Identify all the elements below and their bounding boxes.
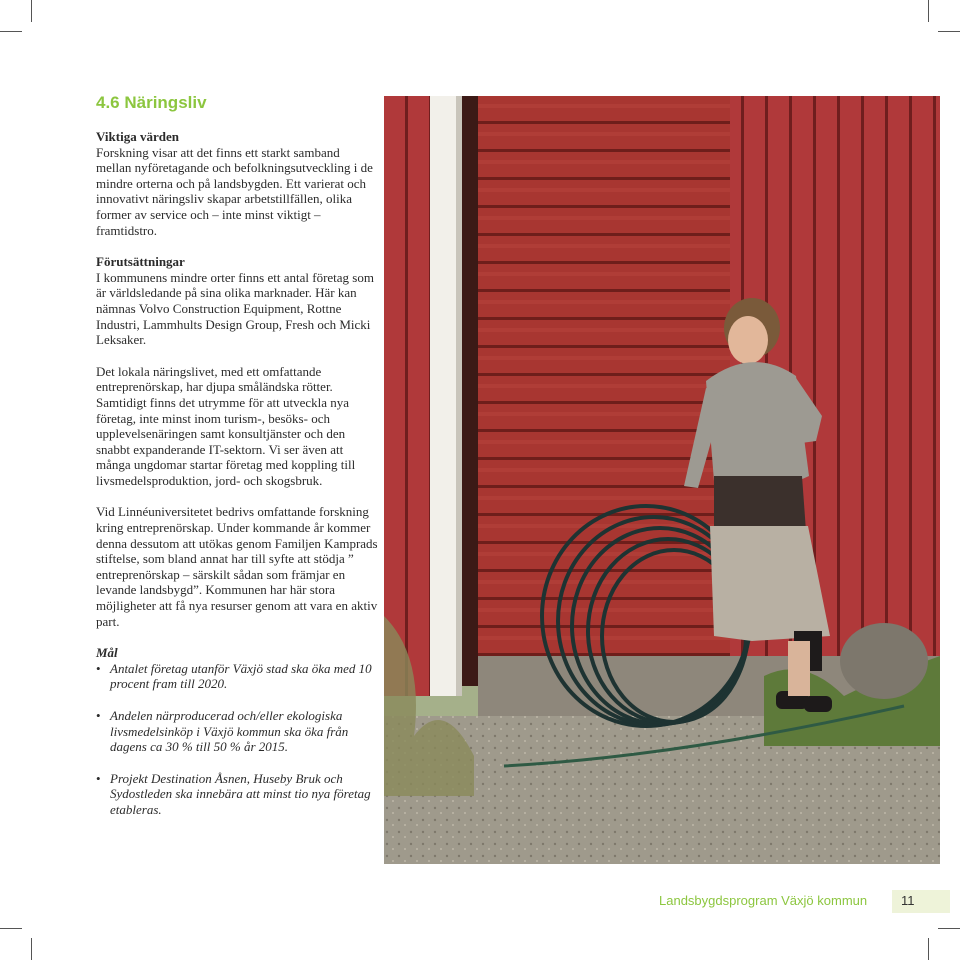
- crop-mark: [0, 31, 22, 32]
- paragraph-local-business: Det lokala näringslivet, med ett omfattande entreprenörskap, har djupa småländska rötter. Samtidigt finns det utrymme för att utveckla nya företag, inte minst inom turism-, besöks- och upplevelsenäringen samt konsultjänster och den snabbt expanderande IT-sektorn. Vi ser även att många ungdomar startar företag med koppling till livsmedelsproduktion, jord- och skogsbruk.: [96, 363, 356, 488]
- section-conditions: [96, 254, 378, 348]
- goals-title: Mål: [96, 645, 118, 661]
- text-column: [96, 129, 378, 834]
- photo-barn-woman: [384, 96, 940, 864]
- goal-item: • Andelen närproducerad och/eller ekologiska livsmedelsinköp i Växjö kommun ska öka från dagens ca 30 % till 50 % år 2015.: [96, 708, 378, 755]
- crop-mark: [0, 928, 22, 929]
- crop-mark: [938, 928, 960, 929]
- goal-item: • Antalet företag utanför Växjö stad ska öka med 10 procent fram till 2020.: [96, 661, 378, 692]
- section-text: Forskning visar att det finns ett starkt samband mellan nyföretagande och befolkningsutveckling i de mindre orterna och på landsbygden. Ett varierat och innovativt näringsliv skapar arbetstillfällen, olika former av service och – inte minst viktigt – framtidstro.: [96, 144, 373, 238]
- page-title: 4.6 Näringsliv: [96, 93, 207, 112]
- section-values: [96, 129, 378, 238]
- crop-mark: [928, 0, 929, 22]
- section-title: Förutsättningar: [96, 254, 185, 270]
- paragraph-university: Vid Linnéuniversitetet bedrivs omfattande forskning kring entreprenörskap. Under kommande år kommer denna dessutom att utökas genom Familjen Kamprads stiftelse, som bland annat har till syfte att stödja ” entreprenörskap – särskilt sådan som främjar en levande landsbygd”. Kommunen har här stora möjligheter att få nya resurser genom att vara en aktiv part.: [96, 504, 378, 629]
- crop-mark: [31, 0, 32, 22]
- footer-title: Landsbygdsprogram Växjö kommun: [659, 893, 868, 908]
- goal-item: • Projekt Destination Åsnen, Huseby Bruk och Sydostleden ska innebära att minst tio nya företag etableras.: [96, 771, 378, 818]
- crop-mark: [928, 938, 929, 960]
- crop-mark: [31, 938, 32, 960]
- section-title: Viktiga värden: [96, 129, 179, 144]
- section-text: I kommunens mindre orter finns ett antal företag som är världsledande på sina olika marknader. Här kan nämnas Volvo Construction Equipment, Rottne Industri, Lammhults Design Group, Fresh och Micki Leksaker.: [96, 269, 374, 348]
- page-number: 11: [901, 893, 915, 908]
- goals-list: [96, 661, 378, 818]
- crop-mark: [938, 31, 960, 32]
